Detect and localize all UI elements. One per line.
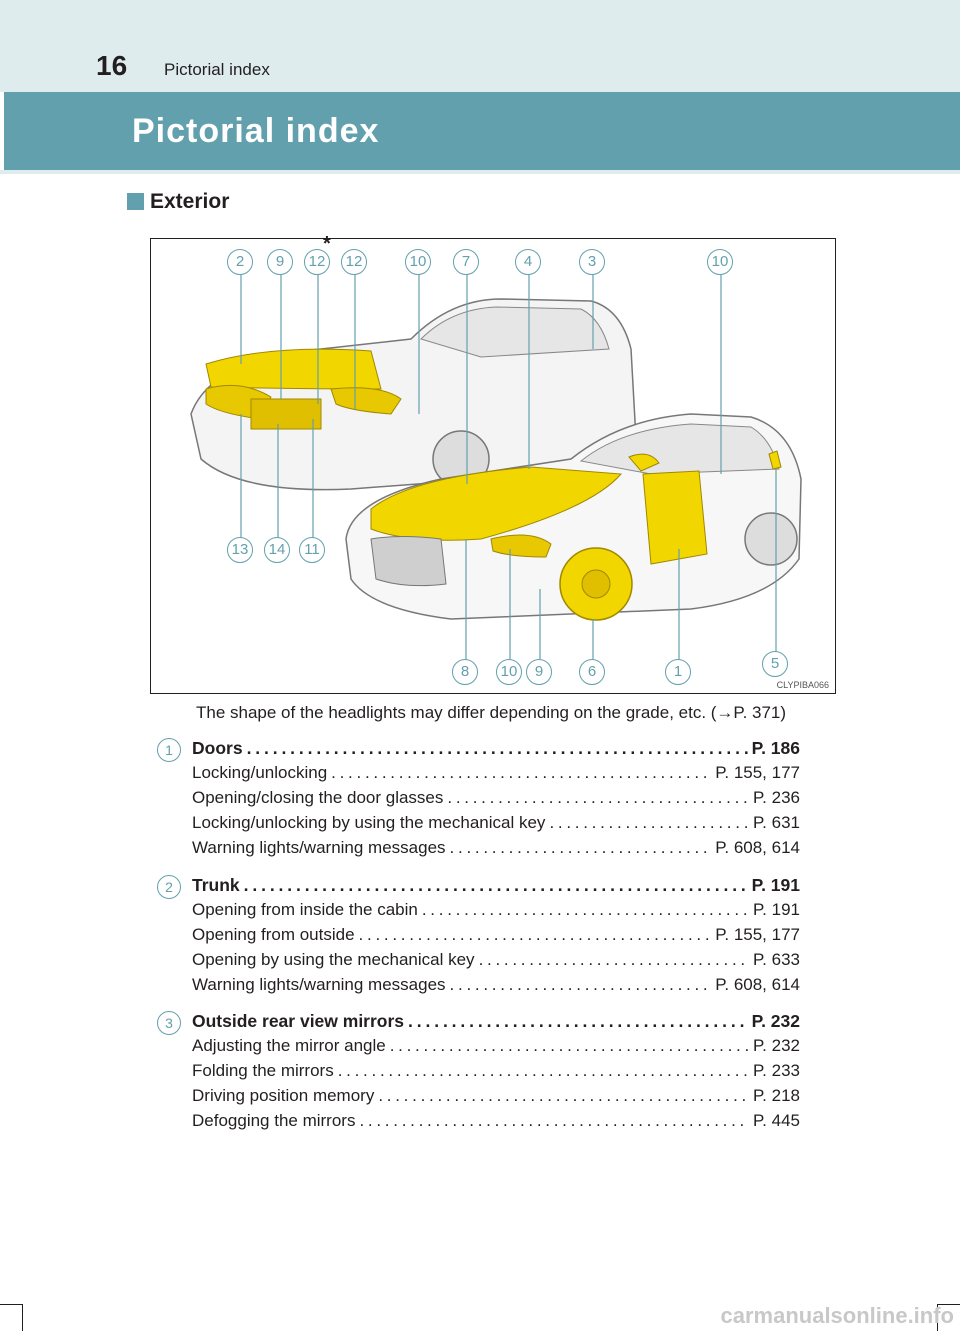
page-number: 16: [96, 50, 128, 81]
sub-page-ref[interactable]: P. 631: [753, 813, 800, 832]
callout-top: 4: [515, 249, 541, 275]
callout-left: 11: [299, 537, 325, 563]
sub-label: Warning lights/warning messages: [192, 975, 446, 994]
callout-top: 2: [227, 249, 253, 275]
entry-page-ref[interactable]: P. 191: [751, 875, 800, 895]
leader-dots: [408, 1011, 748, 1032]
sub-label: Adjusting the mirror angle: [192, 1036, 386, 1055]
entry-sub-line[interactable]: [192, 1061, 800, 1086]
sub-page-ref[interactable]: P. 155, 177: [715, 763, 800, 782]
leader-dots: [422, 900, 749, 920]
entry-main-line[interactable]: [192, 875, 800, 900]
leader-dots: [359, 925, 712, 945]
sub-page-ref[interactable]: P. 608, 614: [715, 975, 800, 994]
leader-dots: [447, 788, 749, 808]
running-head: Pictorial index: [164, 60, 270, 79]
entry-sub-line[interactable]: [192, 900, 800, 925]
subsection-title: Exterior: [150, 190, 230, 213]
exterior-illustration: [150, 233, 836, 694]
entry-label: Outside rear view mirrors: [192, 1011, 405, 1031]
callout-top: 3: [579, 249, 605, 275]
sub-label: Driving position memory: [192, 1086, 375, 1105]
leader-dots: [359, 1111, 749, 1131]
entry-main-line[interactable]: [192, 738, 800, 763]
sub-page-ref[interactable]: P. 155, 177: [715, 925, 800, 944]
leader-dots: [479, 950, 749, 970]
crop-mark: [22, 1304, 23, 1331]
sub-page-ref[interactable]: P. 445: [753, 1111, 800, 1130]
leader-dots: [378, 1086, 749, 1106]
callout-top: 7: [453, 249, 479, 275]
sub-page-ref[interactable]: P. 233: [753, 1061, 800, 1080]
leader-dots: [549, 813, 749, 833]
sub-label: Locking/unlocking: [192, 763, 328, 782]
license-plate-area: [251, 399, 321, 429]
car-drawing: [151, 239, 837, 695]
watermark: carmanualsonline.info: [720, 1303, 954, 1328]
figure-code: CLYPIBA066: [776, 680, 829, 690]
entry-sub-line[interactable]: [192, 838, 800, 863]
sub-label: Defogging the mirrors: [192, 1111, 356, 1130]
entry-sub-line[interactable]: [192, 1111, 800, 1136]
sub-label: Opening from inside the cabin: [192, 900, 418, 919]
entry-sub-line[interactable]: [192, 763, 800, 788]
entry-sub-line[interactable]: [192, 788, 800, 813]
front-wheel-hub: [582, 570, 610, 598]
entry-sub-line[interactable]: [192, 925, 800, 950]
leader-dots: [244, 875, 748, 896]
index-entry-trunk: [192, 875, 800, 1000]
leader-dots: [450, 975, 712, 995]
sub-label: Opening/closing the door glasses: [192, 788, 444, 807]
leader-dots: [247, 738, 748, 759]
sub-label: Opening from outside: [192, 925, 355, 944]
entry-sub-line[interactable]: [192, 950, 800, 975]
sub-page-ref[interactable]: P. 191: [753, 900, 800, 919]
callout-top: 9: [267, 249, 293, 275]
sub-page-ref[interactable]: P. 633: [753, 950, 800, 969]
crop-mark: [0, 1304, 22, 1305]
sub-page-ref[interactable]: P. 218: [753, 1086, 800, 1105]
sub-label: Opening by using the mechanical key: [192, 950, 475, 969]
door-highlight: [643, 471, 707, 564]
index-entry-outside-mirrors: [192, 1011, 800, 1136]
entry-page-ref[interactable]: P. 232: [751, 1011, 800, 1031]
callout-bottom: 6: [579, 659, 605, 685]
callout-top: 12: [341, 249, 367, 275]
grille: [371, 537, 446, 586]
entry-label: Doors: [192, 738, 243, 758]
sub-page-ref[interactable]: P. 608, 614: [715, 838, 800, 857]
subsection-bullet: [127, 193, 144, 210]
callout-bottom: 8: [452, 659, 478, 685]
sub-label: Locking/unlocking by using the mechanical key: [192, 813, 546, 832]
entry-sub-line[interactable]: [192, 1086, 800, 1111]
entry-label: Trunk: [192, 875, 240, 895]
callout-left: 14: [264, 537, 290, 563]
entry-page-ref[interactable]: P. 186: [751, 738, 800, 758]
entry-sub-line[interactable]: [192, 1036, 800, 1061]
rear-wheel-front-car: [745, 513, 797, 565]
callout-top: 10: [405, 249, 431, 275]
entry-sub-line[interactable]: [192, 975, 800, 1000]
callout-top: 10: [707, 249, 733, 275]
entry-number-badge: 3: [157, 1011, 181, 1035]
section-title: Pictorial index: [132, 112, 380, 150]
callout-bottom: 10: [496, 659, 522, 685]
sub-page-ref[interactable]: P. 232: [753, 1036, 800, 1055]
callout-bottom: 5: [762, 651, 788, 677]
callout-bottom: 9: [526, 659, 552, 685]
callout-bottom: 1: [665, 659, 691, 685]
title-band-rule: [0, 170, 960, 174]
callout-left: 13: [227, 537, 253, 563]
asterisk-mark: *: [323, 233, 331, 255]
entry-main-line[interactable]: [192, 1011, 800, 1036]
leader-dots: [338, 1061, 749, 1081]
callout-top: 12: [304, 249, 330, 275]
sub-label: Folding the mirrors: [192, 1061, 334, 1080]
entry-sub-line[interactable]: [192, 813, 800, 838]
leader-dots: [331, 763, 711, 783]
entry-number-badge: 1: [157, 738, 181, 762]
sub-label: Warning lights/warning messages: [192, 838, 446, 857]
header-band: [0, 0, 960, 92]
leader-dots: [450, 838, 712, 858]
leader-dots: [390, 1036, 749, 1056]
sub-page-ref[interactable]: P. 236: [753, 788, 800, 807]
index-entry-doors: [192, 738, 800, 863]
figure-caption: The shape of the headlights may differ depending on the grade, etc. (→P. 371): [196, 703, 787, 722]
entry-number-badge: 2: [157, 875, 181, 899]
